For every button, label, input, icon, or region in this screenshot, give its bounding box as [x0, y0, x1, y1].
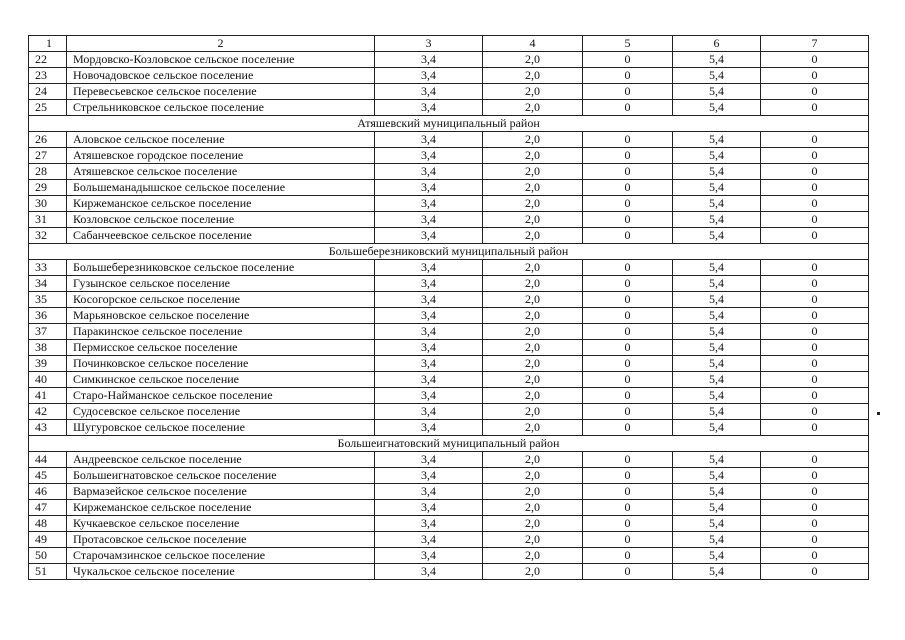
row-number: 49 — [29, 532, 67, 548]
value-col-3: 3,4 — [375, 404, 483, 420]
value-col-7: 0 — [761, 452, 869, 468]
value-col-4: 2,0 — [483, 260, 583, 276]
settlement-name: Протасовское сельское поселение — [67, 532, 375, 548]
value-col-7: 0 — [761, 500, 869, 516]
row-number: 24 — [29, 84, 67, 100]
value-col-3: 3,4 — [375, 132, 483, 148]
row-number: 25 — [29, 100, 67, 116]
value-col-7: 0 — [761, 340, 869, 356]
value-col-3: 3,4 — [375, 468, 483, 484]
value-col-6: 5,4 — [673, 564, 761, 580]
value-col-6: 5,4 — [673, 404, 761, 420]
value-col-5: 0 — [583, 452, 673, 468]
value-col-6: 5,4 — [673, 164, 761, 180]
table-row — [29, 292, 869, 308]
value-col-5: 0 — [583, 308, 673, 324]
value-col-6: 5,4 — [673, 212, 761, 228]
table-row — [29, 420, 869, 436]
value-col-5: 0 — [583, 500, 673, 516]
settlement-name: Вармазейское сельское поселение — [67, 484, 375, 500]
row-number: 27 — [29, 148, 67, 164]
value-col-4: 2,0 — [483, 212, 583, 228]
column-header: 4 — [483, 36, 583, 52]
table-row — [29, 212, 869, 228]
settlement-name: Починковское сельское поселение — [67, 356, 375, 372]
value-col-6: 5,4 — [673, 484, 761, 500]
row-number: 34 — [29, 276, 67, 292]
value-col-7: 0 — [761, 356, 869, 372]
value-col-6: 5,4 — [673, 84, 761, 100]
value-col-7: 0 — [761, 308, 869, 324]
value-col-5: 0 — [583, 228, 673, 244]
table-row — [29, 468, 869, 484]
value-col-5: 0 — [583, 196, 673, 212]
value-col-5: 0 — [583, 132, 673, 148]
value-col-7: 0 — [761, 132, 869, 148]
value-col-3: 3,4 — [375, 84, 483, 100]
value-col-4: 2,0 — [483, 324, 583, 340]
value-col-3: 3,4 — [375, 164, 483, 180]
value-col-4: 2,0 — [483, 164, 583, 180]
value-col-7: 0 — [761, 324, 869, 340]
value-col-5: 0 — [583, 404, 673, 420]
settlement-name: Кучкаевское сельское поселение — [67, 516, 375, 532]
column-header: 6 — [673, 36, 761, 52]
row-number: 50 — [29, 548, 67, 564]
row-number: 42 — [29, 404, 67, 420]
value-col-6: 5,4 — [673, 324, 761, 340]
value-col-6: 5,4 — [673, 468, 761, 484]
value-col-4: 2,0 — [483, 196, 583, 212]
row-number: 29 — [29, 180, 67, 196]
table-row — [29, 324, 869, 340]
settlement-name: Старочамзинское сельское поселение — [67, 548, 375, 564]
column-header: 3 — [375, 36, 483, 52]
row-number: 35 — [29, 292, 67, 308]
value-col-5: 0 — [583, 548, 673, 564]
value-col-4: 2,0 — [483, 388, 583, 404]
value-col-4: 2,0 — [483, 148, 583, 164]
value-col-6: 5,4 — [673, 276, 761, 292]
value-col-3: 3,4 — [375, 100, 483, 116]
row-number: 36 — [29, 308, 67, 324]
value-col-4: 2,0 — [483, 100, 583, 116]
value-col-6: 5,4 — [673, 180, 761, 196]
value-col-3: 3,4 — [375, 228, 483, 244]
value-col-3: 3,4 — [375, 420, 483, 436]
value-col-4: 2,0 — [483, 484, 583, 500]
settlement-name: Новочадовское сельское поселение — [67, 68, 375, 84]
value-col-7: 0 — [761, 516, 869, 532]
value-col-7: 0 — [761, 564, 869, 580]
table-row — [29, 548, 869, 564]
district-row — [29, 244, 869, 260]
value-col-5: 0 — [583, 164, 673, 180]
settlement-name: Симкинское сельское поселение — [67, 372, 375, 388]
value-col-4: 2,0 — [483, 180, 583, 196]
value-col-6: 5,4 — [673, 148, 761, 164]
value-col-4: 2,0 — [483, 468, 583, 484]
value-col-7: 0 — [761, 260, 869, 276]
table-row — [29, 68, 869, 84]
value-col-6: 5,4 — [673, 308, 761, 324]
column-header: 2 — [67, 36, 375, 52]
settlement-name: Мордовско-Козловское сельское поселение — [67, 52, 375, 68]
value-col-5: 0 — [583, 532, 673, 548]
table-row — [29, 276, 869, 292]
value-col-7: 0 — [761, 164, 869, 180]
row-number: 32 — [29, 228, 67, 244]
settlement-name: Аловское сельское поселение — [67, 132, 375, 148]
value-col-7: 0 — [761, 84, 869, 100]
value-col-3: 3,4 — [375, 148, 483, 164]
value-col-4: 2,0 — [483, 84, 583, 100]
value-col-5: 0 — [583, 388, 673, 404]
value-col-4: 2,0 — [483, 276, 583, 292]
value-col-3: 3,4 — [375, 548, 483, 564]
value-col-7: 0 — [761, 148, 869, 164]
value-col-3: 3,4 — [375, 292, 483, 308]
value-col-4: 2,0 — [483, 404, 583, 420]
table-row — [29, 340, 869, 356]
value-col-3: 3,4 — [375, 484, 483, 500]
value-col-7: 0 — [761, 484, 869, 500]
value-col-7: 0 — [761, 228, 869, 244]
value-col-4: 2,0 — [483, 532, 583, 548]
value-col-5: 0 — [583, 276, 673, 292]
settlement-name: Киржеманское сельское поселение — [67, 196, 375, 212]
settlement-name: Чукальское сельское поселение — [67, 564, 375, 580]
value-col-3: 3,4 — [375, 388, 483, 404]
value-col-6: 5,4 — [673, 500, 761, 516]
row-number: 47 — [29, 500, 67, 516]
value-col-5: 0 — [583, 356, 673, 372]
settlement-name: Шугуровское сельское поселение — [67, 420, 375, 436]
table-row — [29, 532, 869, 548]
value-col-7: 0 — [761, 276, 869, 292]
value-col-5: 0 — [583, 260, 673, 276]
value-col-7: 0 — [761, 532, 869, 548]
settlement-name: Атяшевское городское поселение — [67, 148, 375, 164]
table-row — [29, 84, 869, 100]
value-col-7: 0 — [761, 468, 869, 484]
table-row — [29, 308, 869, 324]
value-col-5: 0 — [583, 372, 673, 388]
column-header: 1 — [29, 36, 67, 52]
value-col-6: 5,4 — [673, 340, 761, 356]
settlement-name: Большеберезниковское сельское поселение — [67, 260, 375, 276]
row-number: 28 — [29, 164, 67, 180]
value-col-3: 3,4 — [375, 68, 483, 84]
value-col-4: 2,0 — [483, 564, 583, 580]
row-number: 30 — [29, 196, 67, 212]
value-col-5: 0 — [583, 100, 673, 116]
table-row — [29, 164, 869, 180]
value-col-7: 0 — [761, 292, 869, 308]
value-col-3: 3,4 — [375, 340, 483, 356]
value-col-4: 2,0 — [483, 516, 583, 532]
value-col-5: 0 — [583, 180, 673, 196]
row-number: 43 — [29, 420, 67, 436]
value-col-7: 0 — [761, 420, 869, 436]
value-col-6: 5,4 — [673, 68, 761, 84]
table-row — [29, 404, 869, 420]
table-row — [29, 388, 869, 404]
district-name: Атяшевский муниципальный район — [29, 116, 869, 132]
table-row — [29, 52, 869, 68]
value-col-5: 0 — [583, 564, 673, 580]
value-col-5: 0 — [583, 468, 673, 484]
value-col-5: 0 — [583, 484, 673, 500]
value-col-6: 5,4 — [673, 516, 761, 532]
value-col-7: 0 — [761, 68, 869, 84]
settlement-name: Большеигнатовское сельское поселение — [67, 468, 375, 484]
value-col-3: 3,4 — [375, 308, 483, 324]
row-number: 39 — [29, 356, 67, 372]
value-col-3: 3,4 — [375, 276, 483, 292]
value-col-3: 3,4 — [375, 196, 483, 212]
district-name: Большеберезниковский муниципальный район — [29, 244, 869, 260]
table-row — [29, 516, 869, 532]
value-col-4: 2,0 — [483, 292, 583, 308]
row-number: 37 — [29, 324, 67, 340]
value-col-4: 2,0 — [483, 356, 583, 372]
table-row — [29, 260, 869, 276]
table-row — [29, 132, 869, 148]
value-col-5: 0 — [583, 52, 673, 68]
value-col-4: 2,0 — [483, 52, 583, 68]
value-col-3: 3,4 — [375, 500, 483, 516]
settlement-name: Большеманадышское сельское поселение — [67, 180, 375, 196]
value-col-3: 3,4 — [375, 532, 483, 548]
row-number: 23 — [29, 68, 67, 84]
row-number: 33 — [29, 260, 67, 276]
value-col-3: 3,4 — [375, 452, 483, 468]
value-col-6: 5,4 — [673, 292, 761, 308]
value-col-6: 5,4 — [673, 372, 761, 388]
value-col-6: 5,4 — [673, 100, 761, 116]
row-number: 51 — [29, 564, 67, 580]
row-number: 48 — [29, 516, 67, 532]
value-col-4: 2,0 — [483, 132, 583, 148]
settlement-name: Марьяновское сельское поселение — [67, 308, 375, 324]
row-number: 40 — [29, 372, 67, 388]
value-col-5: 0 — [583, 340, 673, 356]
value-col-7: 0 — [761, 388, 869, 404]
table-row — [29, 452, 869, 468]
row-number: 46 — [29, 484, 67, 500]
value-col-6: 5,4 — [673, 356, 761, 372]
table-row — [29, 100, 869, 116]
value-col-4: 2,0 — [483, 340, 583, 356]
value-col-4: 2,0 — [483, 420, 583, 436]
value-col-4: 2,0 — [483, 500, 583, 516]
value-col-6: 5,4 — [673, 260, 761, 276]
column-header: 7 — [761, 36, 869, 52]
value-col-4: 2,0 — [483, 68, 583, 84]
row-number: 44 — [29, 452, 67, 468]
header-row — [29, 36, 869, 52]
table-row — [29, 372, 869, 388]
row-number: 38 — [29, 340, 67, 356]
value-col-4: 2,0 — [483, 228, 583, 244]
value-col-7: 0 — [761, 548, 869, 564]
table-row — [29, 228, 869, 244]
value-col-3: 3,4 — [375, 52, 483, 68]
district-row — [29, 436, 869, 452]
value-col-6: 5,4 — [673, 196, 761, 212]
value-col-6: 5,4 — [673, 532, 761, 548]
row-number: 45 — [29, 468, 67, 484]
settlement-name: Паракинское сельское поселение — [67, 324, 375, 340]
value-col-7: 0 — [761, 100, 869, 116]
table-body — [29, 36, 869, 580]
value-col-3: 3,4 — [375, 212, 483, 228]
table-row — [29, 484, 869, 500]
settlement-name: Косогорское сельское поселение — [67, 292, 375, 308]
value-col-4: 2,0 — [483, 548, 583, 564]
row-number: 26 — [29, 132, 67, 148]
value-col-5: 0 — [583, 84, 673, 100]
value-col-5: 0 — [583, 212, 673, 228]
settlement-name: Гузынское сельское поселение — [67, 276, 375, 292]
value-col-5: 0 — [583, 292, 673, 308]
value-col-3: 3,4 — [375, 180, 483, 196]
value-col-7: 0 — [761, 372, 869, 388]
value-col-7: 0 — [761, 404, 869, 420]
settlements-table — [28, 35, 869, 580]
value-col-3: 3,4 — [375, 372, 483, 388]
settlement-name: Андреевское сельское поселение — [67, 452, 375, 468]
value-col-5: 0 — [583, 68, 673, 84]
value-col-5: 0 — [583, 516, 673, 532]
settlement-name: Пермисское сельское поселение — [67, 340, 375, 356]
value-col-7: 0 — [761, 196, 869, 212]
value-col-6: 5,4 — [673, 420, 761, 436]
value-col-7: 0 — [761, 212, 869, 228]
table-row — [29, 196, 869, 212]
value-col-4: 2,0 — [483, 372, 583, 388]
settlement-name: Старо-Найманское сельское поселение — [67, 388, 375, 404]
table-row — [29, 356, 869, 372]
table-row — [29, 500, 869, 516]
value-col-6: 5,4 — [673, 132, 761, 148]
district-row — [29, 116, 869, 132]
row-number: 41 — [29, 388, 67, 404]
value-col-6: 5,4 — [673, 548, 761, 564]
row-number: 22 — [29, 52, 67, 68]
value-col-3: 3,4 — [375, 356, 483, 372]
table-row — [29, 180, 869, 196]
value-col-3: 3,4 — [375, 324, 483, 340]
settlement-name: Стрельниковское сельское поселение — [67, 100, 375, 116]
column-header: 5 — [583, 36, 673, 52]
row-number: 31 — [29, 212, 67, 228]
table-row — [29, 564, 869, 580]
value-col-6: 5,4 — [673, 452, 761, 468]
settlement-name: Козловское сельское поселение — [67, 212, 375, 228]
settlement-name: Сабанчеевское сельское поселение — [67, 228, 375, 244]
settlement-name: Перевесьевское сельское поселение — [67, 84, 375, 100]
value-col-7: 0 — [761, 180, 869, 196]
value-col-4: 2,0 — [483, 308, 583, 324]
value-col-6: 5,4 — [673, 388, 761, 404]
value-col-6: 5,4 — [673, 228, 761, 244]
value-col-3: 3,4 — [375, 516, 483, 532]
value-col-5: 0 — [583, 420, 673, 436]
value-col-5: 0 — [583, 148, 673, 164]
settlement-name: Киржеманское сельское поселение — [67, 500, 375, 516]
scan-dot — [877, 412, 880, 415]
settlement-name: Атяшевское сельское поселение — [67, 164, 375, 180]
table-row — [29, 148, 869, 164]
value-col-7: 0 — [761, 52, 869, 68]
value-col-6: 5,4 — [673, 52, 761, 68]
value-col-5: 0 — [583, 324, 673, 340]
value-col-3: 3,4 — [375, 260, 483, 276]
settlement-name: Судосевское сельское поселение — [67, 404, 375, 420]
district-name: Большеигнатовский муниципальный район — [29, 436, 869, 452]
value-col-4: 2,0 — [483, 452, 583, 468]
value-col-3: 3,4 — [375, 564, 483, 580]
